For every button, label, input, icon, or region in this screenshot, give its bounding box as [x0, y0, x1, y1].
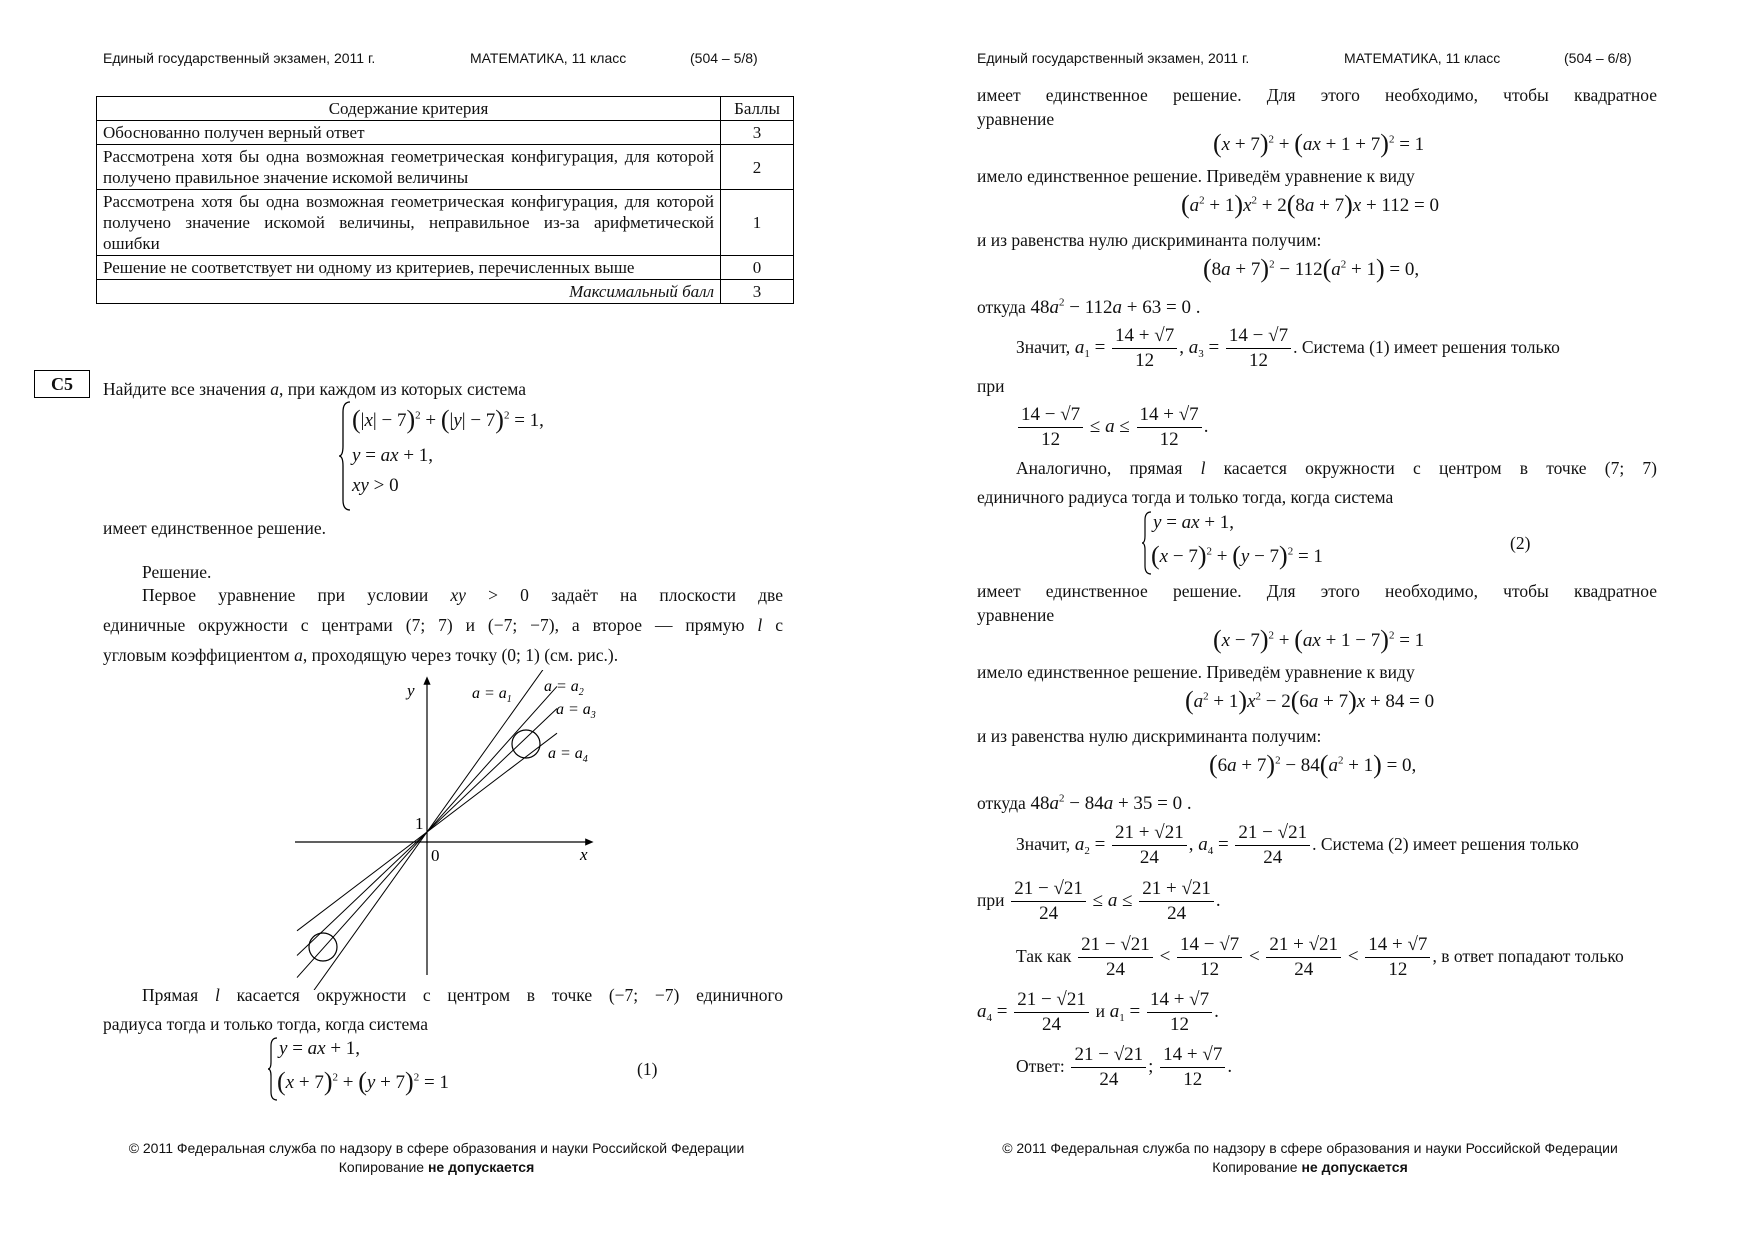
- figure-lines-circles: [280, 670, 610, 990]
- interval-1: $\frac{14 - √7}{12}$ ≤ a ≤ $\frac{14 + √7}{12}$ .: [1016, 400, 1208, 454]
- label-a2: $a = a_2$: [544, 678, 584, 698]
- system1-eq-2: $(x + 7)^2 + (y + 7)^2 = 1$: [277, 1067, 449, 1096]
- col-points-header: Баллы: [721, 97, 794, 121]
- answer-values: $a_4$ = $\frac{21 - √21}{24}$ и $a_1$ = $\frac{14 + √7}{12}$ .: [977, 989, 1219, 1036]
- header-exam: Единый государственный экзамен, 2011 г.: [977, 50, 1250, 66]
- y-axis-label: y: [407, 681, 415, 700]
- equation: $(x - 7)^2 + (ax + 1 - 7)^2 = 1$: [1213, 625, 1425, 654]
- system-eq-3: xy > 0: [352, 475, 399, 496]
- points-cell: 1: [721, 190, 794, 256]
- system-eq-2: y = ax + 1,: [352, 445, 434, 466]
- table-max-row: [97, 280, 794, 304]
- equation-line: откуда $48a^2 - 112a + 63 = 0$ .: [977, 296, 1201, 318]
- text-line: уравнение: [977, 109, 1055, 129]
- system-brace: [338, 400, 352, 512]
- system1-eq-1: y = ax + 1,: [279, 1038, 361, 1059]
- table-row: [97, 190, 794, 256]
- answer-line: Ответ: $\frac{21 - √21}{24}$ ; $\frac{14 + √7}{12}$ .: [1016, 1044, 1233, 1091]
- header-subject: МАТЕМАТИКА, 11 класс: [470, 50, 627, 66]
- text-line: имело единственное решение. Приведём уравнение к виду: [977, 166, 1415, 186]
- header-code: (504 – 5/8): [690, 50, 758, 66]
- label-a1: $a = a_1$: [472, 685, 512, 705]
- text-line: имело единственное решение. Приведём уравнение к виду: [977, 662, 1415, 682]
- table-row: [97, 121, 794, 145]
- points-cell: 3: [721, 121, 794, 145]
- equation: $(6a + 7)^2 - 84(a^2 + 1) = 0$,: [1209, 750, 1417, 779]
- roots-line-1: Значит, $a_1$ = $\frac{14 + √7}{12}$ , $a_3$ = $\frac{14 - √7}{12}$ . Система (1) имеет решения только: [1016, 325, 1560, 372]
- origin-label: 0: [431, 846, 440, 865]
- equation: $(x + 7)^2 + (ax + 1 + 7)^2 = 1$: [1213, 129, 1425, 158]
- solution-line-1: Первое уравнение при условии xy > 0 задаёт на плоскости две: [142, 585, 783, 605]
- roots-line-2: Значит, $a_2$ = $\frac{21 + √21}{24}$ , $a_4$ = $\frac{21 - √21}{24}$ . Система (2) имеет решения только: [1016, 822, 1579, 869]
- text-line: уравнение: [977, 605, 1055, 625]
- system2-eq-1: y = ax + 1,: [1153, 512, 1235, 533]
- equation: $(a^2 + 1)x^2 + 2(8a + 7)x + 112 = 0$: [1181, 190, 1439, 219]
- text-line: имеет единственное решение. Для этого необходимо, чтобы квадратное: [977, 85, 1657, 105]
- header-code: (504 – 6/8): [1564, 50, 1632, 66]
- criterion-cell: Решение не соответствует ни одному из критериев, перечисленных выше: [97, 256, 721, 280]
- solution-line-3: угловым коэффициентом a, проходящую через точку (0; 1) (см. рис.).: [103, 645, 619, 665]
- task-end: имеет единственное решение.: [103, 518, 326, 538]
- system2-number: (2): [1510, 533, 1531, 553]
- interval-2: при $\frac{21 - √21}{24}$ ≤ a ≤ $\frac{21 + √21}{24}$ .: [977, 878, 1221, 925]
- max-label: Максимальный балл: [97, 280, 721, 304]
- system-eq-1: $(|x| - 7)^2 + (|y| - 7)^2 = 1$,: [352, 405, 544, 434]
- col-criterion-header: Содержание критерия: [97, 97, 721, 121]
- text-line: единичного радиуса тогда и только тогда, когда система: [977, 487, 1394, 507]
- footer-line-2: Копирование не допускается: [1212, 1159, 1408, 1175]
- text-line: имеет единственное решение. Для этого необходимо, чтобы квадратное: [977, 581, 1657, 601]
- text-line: и из равенства нулю дискриминанта получим:: [977, 230, 1322, 250]
- criterion-cell: Рассмотрена хотя бы одна возможная геометрическая конфигурация, для которой получено значение искомой величины, неправильное из-за арифметической ошибки: [97, 190, 721, 256]
- criteria-table: [96, 96, 794, 304]
- max-points: 3: [721, 280, 794, 304]
- tick-one-label: 1: [415, 814, 424, 833]
- x-axis-label: x: [580, 845, 588, 864]
- criterion-cell: Обоснованно получен верный ответ: [97, 121, 721, 145]
- label-a4: $a = a_4$: [548, 745, 588, 765]
- points-cell: 2: [721, 145, 794, 190]
- circle-upper: [512, 730, 540, 758]
- line-tangent-2: радиуса тогда и только тогда, когда система: [103, 1014, 428, 1034]
- text-line: и из равенства нулю дискриминанта получим:: [977, 726, 1322, 746]
- footer-line-2: Копирование не допускается: [338, 1159, 535, 1175]
- label-a3: $a = a_3$: [556, 701, 596, 721]
- text-line: Аналогично, прямая l касается окружности с центром в точке (7; 7): [1016, 458, 1657, 478]
- comparison-line: Так как $\frac{21 - √21}{24}$ < $\frac{14 - √7}{12}$ < $\frac{21 + √21}{24}$ < $\frac{14 + √7}{12}$ , в ответ попадают только: [1016, 934, 1624, 981]
- circle-lower: [309, 933, 337, 961]
- system2-eq-2: $(x - 7)^2 + (y - 7)^2 = 1$: [1151, 541, 1323, 570]
- right-page: [873, 0, 1747, 1239]
- text-line: при: [977, 376, 1005, 396]
- footer-line-1: © 2011 Федеральная служба по надзору в сфере образования и науки Российской Федерации: [128, 1140, 745, 1156]
- header-exam: Единый государственный экзамен, 2011 г.: [103, 50, 376, 66]
- left-page: [0, 0, 873, 1239]
- task-statement: Найдите все значения a, при каждом из которых система: [103, 379, 527, 399]
- solution-line-2: единичные окружности с центрами (7; 7) и (−7; −7), а второе — прямую l с: [103, 615, 784, 635]
- criterion-cell: Рассмотрена хотя бы одна возможная геометрическая конфигурация, для которой получено правильное значение искомой величины: [97, 145, 721, 190]
- equation: $(8a + 7)^2 - 112(a^2 + 1) = 0$,: [1203, 254, 1420, 283]
- system1-number: (1): [637, 1059, 658, 1079]
- table-header-row: [97, 97, 794, 121]
- points-cell: 0: [721, 256, 794, 280]
- solution-label: Решение.: [142, 562, 212, 582]
- header-subject: МАТЕМАТИКА, 11 класс: [1344, 50, 1501, 66]
- task-label: C5: [34, 370, 90, 398]
- footer-line-1: © 2011 Федеральная служба по надзору в сфере образования и науки Российской Федерации: [1002, 1140, 1618, 1156]
- line-tangent-1: Прямая l касается окружности с центром в точке (−7; −7) единичного: [142, 985, 784, 1005]
- table-row: [97, 145, 794, 190]
- table-row: [97, 256, 794, 280]
- equation-line: откуда $48a^2 - 84a + 35 = 0$ .: [977, 792, 1192, 814]
- equation: $(a^2 + 1)x^2 - 2(6a + 7)x + 84 = 0$: [1185, 686, 1435, 715]
